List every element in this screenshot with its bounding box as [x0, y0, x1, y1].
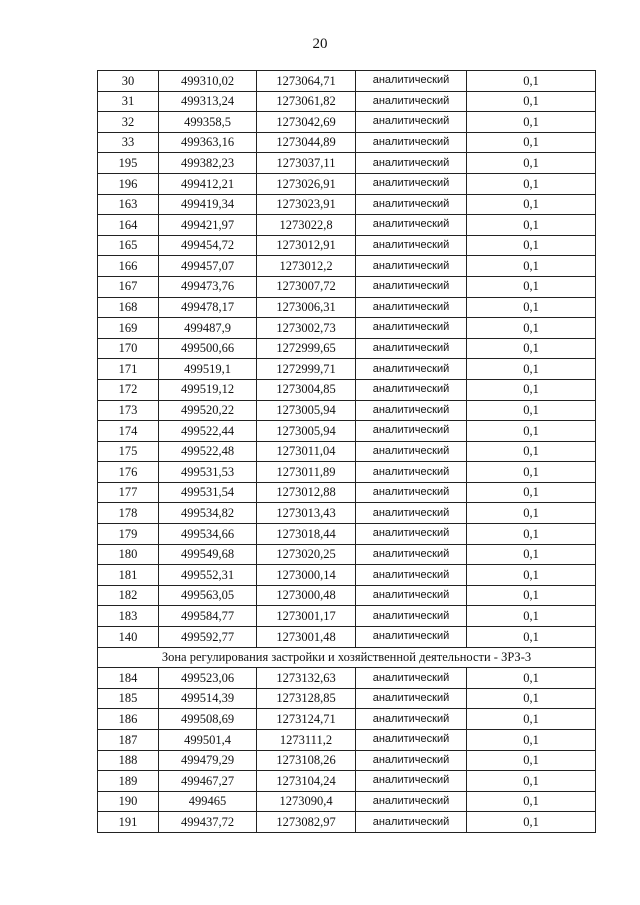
- method-cell: аналитический: [356, 668, 467, 689]
- x-coordinate-cell: 499592,77: [159, 627, 257, 648]
- point-number-cell: 177: [98, 482, 159, 503]
- x-coordinate-cell: 499500,66: [159, 338, 257, 359]
- table-row: [98, 338, 596, 359]
- point-number-cell: 186: [98, 709, 159, 730]
- table-row: [98, 91, 596, 112]
- x-coordinate-cell: 499457,07: [159, 256, 257, 277]
- method-cell: аналитический: [356, 194, 467, 215]
- point-number-cell: 172: [98, 379, 159, 400]
- table-row: [98, 379, 596, 400]
- method-cell: аналитический: [356, 318, 467, 339]
- accuracy-cell: 0,1: [467, 565, 596, 586]
- x-coordinate-cell: 499520,22: [159, 400, 257, 421]
- table-row: [98, 544, 596, 565]
- x-coordinate-cell: 499552,31: [159, 565, 257, 586]
- y-coordinate-cell: 1273061,82: [257, 91, 356, 112]
- table-row: [98, 153, 596, 174]
- x-coordinate-cell: 499501,4: [159, 730, 257, 751]
- method-cell: аналитический: [356, 585, 467, 606]
- x-coordinate-cell: 499421,97: [159, 215, 257, 236]
- accuracy-cell: 0,1: [467, 750, 596, 771]
- section-heading: Зона регулирования застройки и хозяйственной деятельности - ЗРЗ-3: [98, 647, 596, 668]
- method-cell: аналитический: [356, 482, 467, 503]
- y-coordinate-cell: 1272999,65: [257, 338, 356, 359]
- y-coordinate-cell: 1273018,44: [257, 524, 356, 545]
- accuracy-cell: 0,1: [467, 153, 596, 174]
- accuracy-cell: 0,1: [467, 132, 596, 153]
- x-coordinate-cell: 499313,24: [159, 91, 257, 112]
- y-coordinate-cell: 1273011,89: [257, 462, 356, 483]
- y-coordinate-cell: 1273020,25: [257, 544, 356, 565]
- table-row: [98, 627, 596, 648]
- method-cell: аналитический: [356, 441, 467, 462]
- method-cell: аналитический: [356, 750, 467, 771]
- method-cell: аналитический: [356, 565, 467, 586]
- point-number-cell: 196: [98, 173, 159, 194]
- x-coordinate-cell: 499465: [159, 791, 257, 812]
- method-cell: аналитический: [356, 173, 467, 194]
- x-coordinate-cell: 499363,16: [159, 132, 257, 153]
- table-row: [98, 132, 596, 153]
- table-row: [98, 462, 596, 483]
- x-coordinate-cell: 499534,82: [159, 503, 257, 524]
- accuracy-cell: 0,1: [467, 400, 596, 421]
- x-coordinate-cell: 499473,76: [159, 276, 257, 297]
- accuracy-cell: 0,1: [467, 791, 596, 812]
- y-coordinate-cell: 1273111,2: [257, 730, 356, 751]
- accuracy-cell: 0,1: [467, 215, 596, 236]
- y-coordinate-cell: 1273042,69: [257, 112, 356, 133]
- point-number-cell: 165: [98, 235, 159, 256]
- table-row: [98, 400, 596, 421]
- method-cell: аналитический: [356, 688, 467, 709]
- method-cell: аналитический: [356, 627, 467, 648]
- accuracy-cell: 0,1: [467, 379, 596, 400]
- x-coordinate-cell: 499508,69: [159, 709, 257, 730]
- table-row: [98, 524, 596, 545]
- x-coordinate-cell: 499519,1: [159, 359, 257, 380]
- accuracy-cell: 0,1: [467, 668, 596, 689]
- accuracy-cell: 0,1: [467, 173, 596, 194]
- y-coordinate-cell: 1273002,73: [257, 318, 356, 339]
- method-cell: аналитический: [356, 132, 467, 153]
- y-coordinate-cell: 1273037,11: [257, 153, 356, 174]
- x-coordinate-cell: 499358,5: [159, 112, 257, 133]
- method-cell: аналитический: [356, 771, 467, 792]
- method-cell: аналитический: [356, 606, 467, 627]
- x-coordinate-cell: 499479,29: [159, 750, 257, 771]
- method-cell: аналитический: [356, 71, 467, 92]
- point-number-cell: 32: [98, 112, 159, 133]
- table-row: [98, 709, 596, 730]
- y-coordinate-cell: 1273082,97: [257, 812, 356, 833]
- point-number-cell: 187: [98, 730, 159, 751]
- method-cell: аналитический: [356, 812, 467, 833]
- y-coordinate-cell: 1273005,94: [257, 421, 356, 442]
- point-number-cell: 185: [98, 688, 159, 709]
- accuracy-cell: 0,1: [467, 462, 596, 483]
- y-coordinate-cell: 1273044,89: [257, 132, 356, 153]
- y-coordinate-cell: 1273108,26: [257, 750, 356, 771]
- accuracy-cell: 0,1: [467, 338, 596, 359]
- x-coordinate-cell: 499534,66: [159, 524, 257, 545]
- accuracy-cell: 0,1: [467, 585, 596, 606]
- method-cell: аналитический: [356, 462, 467, 483]
- x-coordinate-cell: 499419,34: [159, 194, 257, 215]
- method-cell: аналитический: [356, 153, 467, 174]
- table-row: [98, 730, 596, 751]
- method-cell: аналитический: [356, 503, 467, 524]
- x-coordinate-cell: 499412,21: [159, 173, 257, 194]
- y-coordinate-cell: 1273013,43: [257, 503, 356, 524]
- method-cell: аналитический: [356, 524, 467, 545]
- accuracy-cell: 0,1: [467, 297, 596, 318]
- point-number-cell: 30: [98, 71, 159, 92]
- method-cell: аналитический: [356, 791, 467, 812]
- y-coordinate-cell: 1273007,72: [257, 276, 356, 297]
- point-number-cell: 179: [98, 524, 159, 545]
- y-coordinate-cell: 1273104,24: [257, 771, 356, 792]
- point-number-cell: 163: [98, 194, 159, 215]
- x-coordinate-cell: 499563,05: [159, 585, 257, 606]
- x-coordinate-cell: 499523,06: [159, 668, 257, 689]
- y-coordinate-cell: 1273001,17: [257, 606, 356, 627]
- accuracy-cell: 0,1: [467, 503, 596, 524]
- table-row: [98, 215, 596, 236]
- table-row: [98, 771, 596, 792]
- x-coordinate-cell: 499522,44: [159, 421, 257, 442]
- y-coordinate-cell: 1273004,85: [257, 379, 356, 400]
- accuracy-cell: 0,1: [467, 730, 596, 751]
- x-coordinate-cell: 499531,54: [159, 482, 257, 503]
- accuracy-cell: 0,1: [467, 688, 596, 709]
- point-number-cell: 170: [98, 338, 159, 359]
- point-number-cell: 171: [98, 359, 159, 380]
- x-coordinate-cell: 499478,17: [159, 297, 257, 318]
- table-row: [98, 421, 596, 442]
- y-coordinate-cell: 1273012,91: [257, 235, 356, 256]
- accuracy-cell: 0,1: [467, 524, 596, 545]
- y-coordinate-cell: 1273000,48: [257, 585, 356, 606]
- point-number-cell: 182: [98, 585, 159, 606]
- accuracy-cell: 0,1: [467, 544, 596, 565]
- accuracy-cell: 0,1: [467, 276, 596, 297]
- coordinates-table: [97, 70, 596, 833]
- point-number-cell: 181: [98, 565, 159, 586]
- method-cell: аналитический: [356, 276, 467, 297]
- point-number-cell: 167: [98, 276, 159, 297]
- point-number-cell: 31: [98, 91, 159, 112]
- point-number-cell: 168: [98, 297, 159, 318]
- point-number-cell: 184: [98, 668, 159, 689]
- accuracy-cell: 0,1: [467, 482, 596, 503]
- y-coordinate-cell: 1273011,04: [257, 441, 356, 462]
- x-coordinate-cell: 499522,48: [159, 441, 257, 462]
- table-row: [98, 585, 596, 606]
- method-cell: аналитический: [356, 379, 467, 400]
- table-row: [98, 256, 596, 277]
- x-coordinate-cell: 499519,12: [159, 379, 257, 400]
- y-coordinate-cell: 1273132,63: [257, 668, 356, 689]
- table-row: [98, 688, 596, 709]
- x-coordinate-cell: 499514,39: [159, 688, 257, 709]
- method-cell: аналитический: [356, 544, 467, 565]
- table-row: [98, 791, 596, 812]
- accuracy-cell: 0,1: [467, 256, 596, 277]
- x-coordinate-cell: 499437,72: [159, 812, 257, 833]
- table-row: [98, 668, 596, 689]
- accuracy-cell: 0,1: [467, 627, 596, 648]
- accuracy-cell: 0,1: [467, 318, 596, 339]
- point-number-cell: 191: [98, 812, 159, 833]
- table-row: [98, 750, 596, 771]
- table-row: [98, 606, 596, 627]
- table-row: [98, 194, 596, 215]
- table-row: [98, 503, 596, 524]
- y-coordinate-cell: 1273026,91: [257, 173, 356, 194]
- table-row: [98, 482, 596, 503]
- point-number-cell: 180: [98, 544, 159, 565]
- method-cell: аналитический: [356, 215, 467, 236]
- table-row: [98, 235, 596, 256]
- method-cell: аналитический: [356, 730, 467, 751]
- point-number-cell: 195: [98, 153, 159, 174]
- page-number: 20: [312, 36, 328, 52]
- y-coordinate-cell: 1273022,8: [257, 215, 356, 236]
- point-number-cell: 33: [98, 132, 159, 153]
- method-cell: аналитический: [356, 256, 467, 277]
- point-number-cell: 190: [98, 791, 159, 812]
- point-number-cell: 189: [98, 771, 159, 792]
- point-number-cell: 166: [98, 256, 159, 277]
- y-coordinate-cell: 1272999,71: [257, 359, 356, 380]
- point-number-cell: 164: [98, 215, 159, 236]
- y-coordinate-cell: 1273023,91: [257, 194, 356, 215]
- accuracy-cell: 0,1: [467, 91, 596, 112]
- accuracy-cell: 0,1: [467, 71, 596, 92]
- method-cell: аналитический: [356, 421, 467, 442]
- x-coordinate-cell: 499487,9: [159, 318, 257, 339]
- y-coordinate-cell: 1273001,48: [257, 627, 356, 648]
- y-coordinate-cell: 1273006,31: [257, 297, 356, 318]
- y-coordinate-cell: 1273128,85: [257, 688, 356, 709]
- x-coordinate-cell: 499467,27: [159, 771, 257, 792]
- x-coordinate-cell: 499454,72: [159, 235, 257, 256]
- method-cell: аналитический: [356, 235, 467, 256]
- accuracy-cell: 0,1: [467, 421, 596, 442]
- y-coordinate-cell: 1273000,14: [257, 565, 356, 586]
- table-row: [98, 297, 596, 318]
- accuracy-cell: 0,1: [467, 359, 596, 380]
- table-row: [98, 173, 596, 194]
- section-heading-row: [98, 647, 596, 668]
- method-cell: аналитический: [356, 400, 467, 421]
- table-row: [98, 812, 596, 833]
- accuracy-cell: 0,1: [467, 441, 596, 462]
- point-number-cell: 140: [98, 627, 159, 648]
- method-cell: аналитический: [356, 359, 467, 380]
- method-cell: аналитический: [356, 338, 467, 359]
- point-number-cell: 173: [98, 400, 159, 421]
- x-coordinate-cell: 499531,53: [159, 462, 257, 483]
- y-coordinate-cell: 1273090,4: [257, 791, 356, 812]
- point-number-cell: 178: [98, 503, 159, 524]
- table-row: [98, 441, 596, 462]
- x-coordinate-cell: 499310,02: [159, 71, 257, 92]
- accuracy-cell: 0,1: [467, 709, 596, 730]
- coordinates-table-body: [98, 71, 596, 833]
- point-number-cell: 175: [98, 441, 159, 462]
- point-number-cell: 176: [98, 462, 159, 483]
- accuracy-cell: 0,1: [467, 194, 596, 215]
- y-coordinate-cell: 1273064,71: [257, 71, 356, 92]
- accuracy-cell: 0,1: [467, 771, 596, 792]
- method-cell: аналитический: [356, 112, 467, 133]
- y-coordinate-cell: 1273005,94: [257, 400, 356, 421]
- point-number-cell: 188: [98, 750, 159, 771]
- accuracy-cell: 0,1: [467, 606, 596, 627]
- method-cell: аналитический: [356, 709, 467, 730]
- table-row: [98, 71, 596, 92]
- method-cell: аналитический: [356, 91, 467, 112]
- x-coordinate-cell: 499549,68: [159, 544, 257, 565]
- point-number-cell: 169: [98, 318, 159, 339]
- y-coordinate-cell: 1273124,71: [257, 709, 356, 730]
- y-coordinate-cell: 1273012,2: [257, 256, 356, 277]
- accuracy-cell: 0,1: [467, 235, 596, 256]
- table-row: [98, 318, 596, 339]
- point-number-cell: 174: [98, 421, 159, 442]
- x-coordinate-cell: 499382,23: [159, 153, 257, 174]
- method-cell: аналитический: [356, 297, 467, 318]
- x-coordinate-cell: 499584,77: [159, 606, 257, 627]
- accuracy-cell: 0,1: [467, 812, 596, 833]
- point-number-cell: 183: [98, 606, 159, 627]
- table-row: [98, 112, 596, 133]
- y-coordinate-cell: 1273012,88: [257, 482, 356, 503]
- table-row: [98, 565, 596, 586]
- table-row: [98, 359, 596, 380]
- accuracy-cell: 0,1: [467, 112, 596, 133]
- table-row: [98, 276, 596, 297]
